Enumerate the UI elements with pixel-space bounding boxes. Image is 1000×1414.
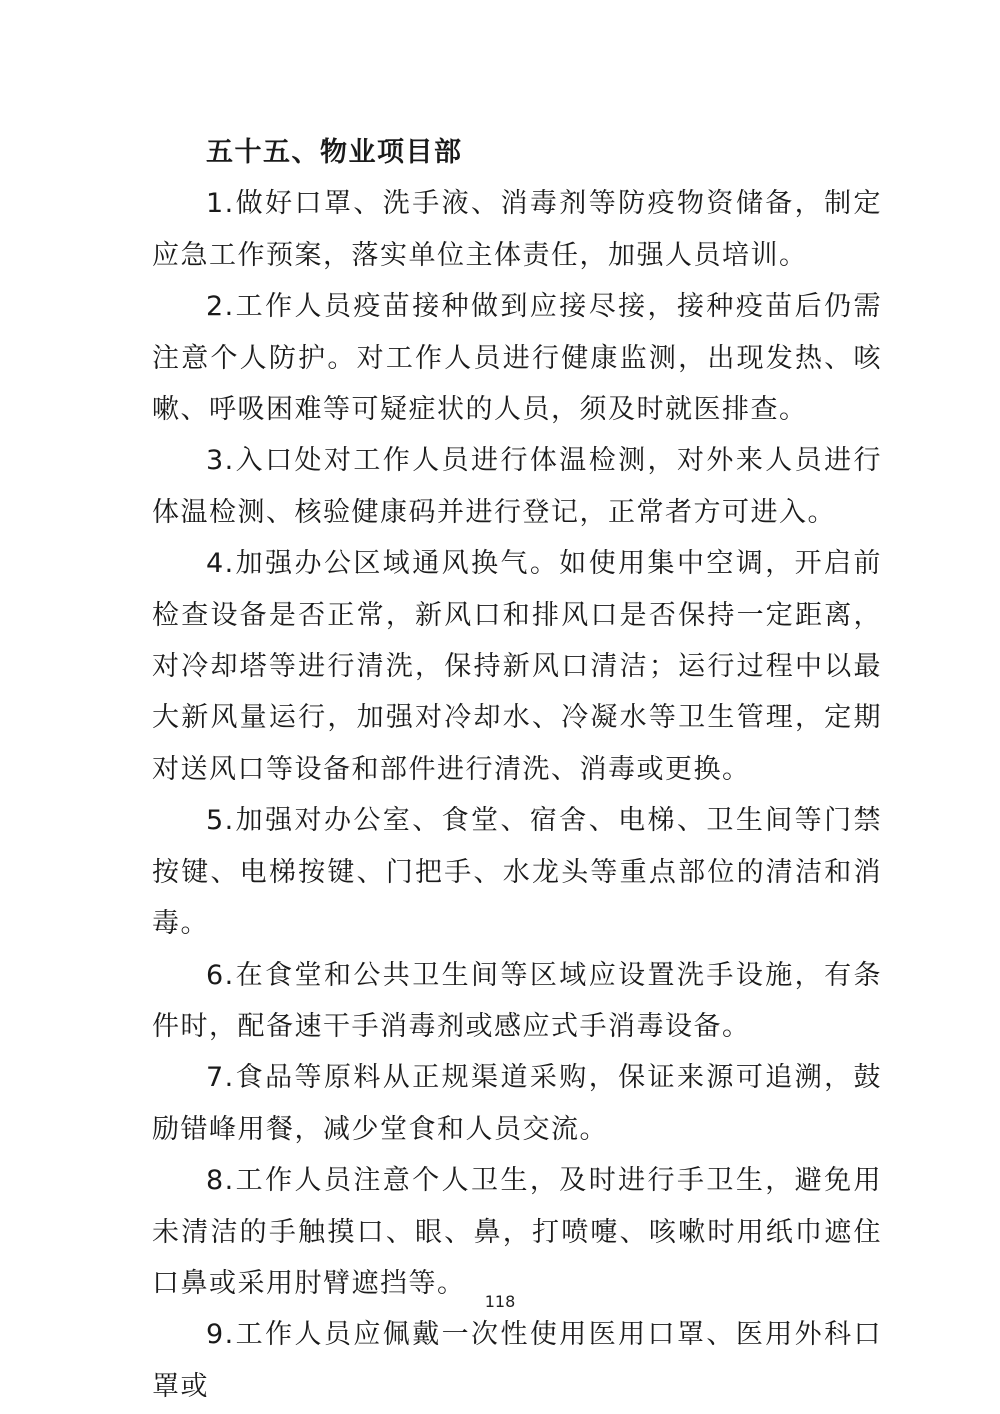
paragraph-6: 6.在食堂和公共卫生间等区域应设置洗手设施，有条件时，配备速干手消毒剂或感应式手消毒设备。 [152,959,882,1042]
paragraph-9: 9.工作人员应佩戴一次性使用医用口罩、医用外科口罩或 [152,1319,882,1402]
document-body [152,127,882,1412]
section-heading: 五十五、物业项目部 [206,137,463,168]
paragraph-3: 3.入口处对工作人员进行体温检测，对外来人员进行体温检测、核验健康码并进行登记，正常者方可进入。 [152,445,882,528]
paragraph-1: 1.做好口罩、洗手液、消毒剂等防疫物资储备，制定应急工作预案，落实单位主体责任，加强人员培训。 [152,188,882,271]
page-number: 118 [484,1292,516,1311]
paragraph-2: 2.工作人员疫苗接种做到应接尽接，接种疫苗后仍需注意个人防护。对工作人员进行健康监测，出现发热、咳嗽、呼吸困难等可疑症状的人员，须及时就医排查。 [152,291,882,426]
paragraph-7: 7.食品等原料从正规渠道采购，保证来源可追溯，鼓励错峰用餐，减少堂食和人员交流。 [152,1062,882,1145]
paragraph-4: 4.加强办公区域通风换气。如使用集中空调，开启前检查设备是否正常，新风口和排风口是否保持一定距离，对冷却塔等进行清洗，保持新风口清洁；运行过程中以最大新风量运行，加强对冷却水、冷凝水等卫生管理，定期对送风口等设备和部件进行清洗、消毒或更换。 [152,548,882,785]
paragraph-8: 8.工作人员注意个人卫生，及时进行手卫生，避免用未清洁的手触摸口、眼、鼻，打喷嚏、咳嗽时用纸巾遮住口鼻或采用肘臂遮挡等。 [152,1165,882,1299]
paragraph-5: 5.加强对办公室、食堂、宿舍、电梯、卫生间等门禁按键、电梯按键、门把手、水龙头等重点部位的清洁和消毒。 [152,805,882,940]
